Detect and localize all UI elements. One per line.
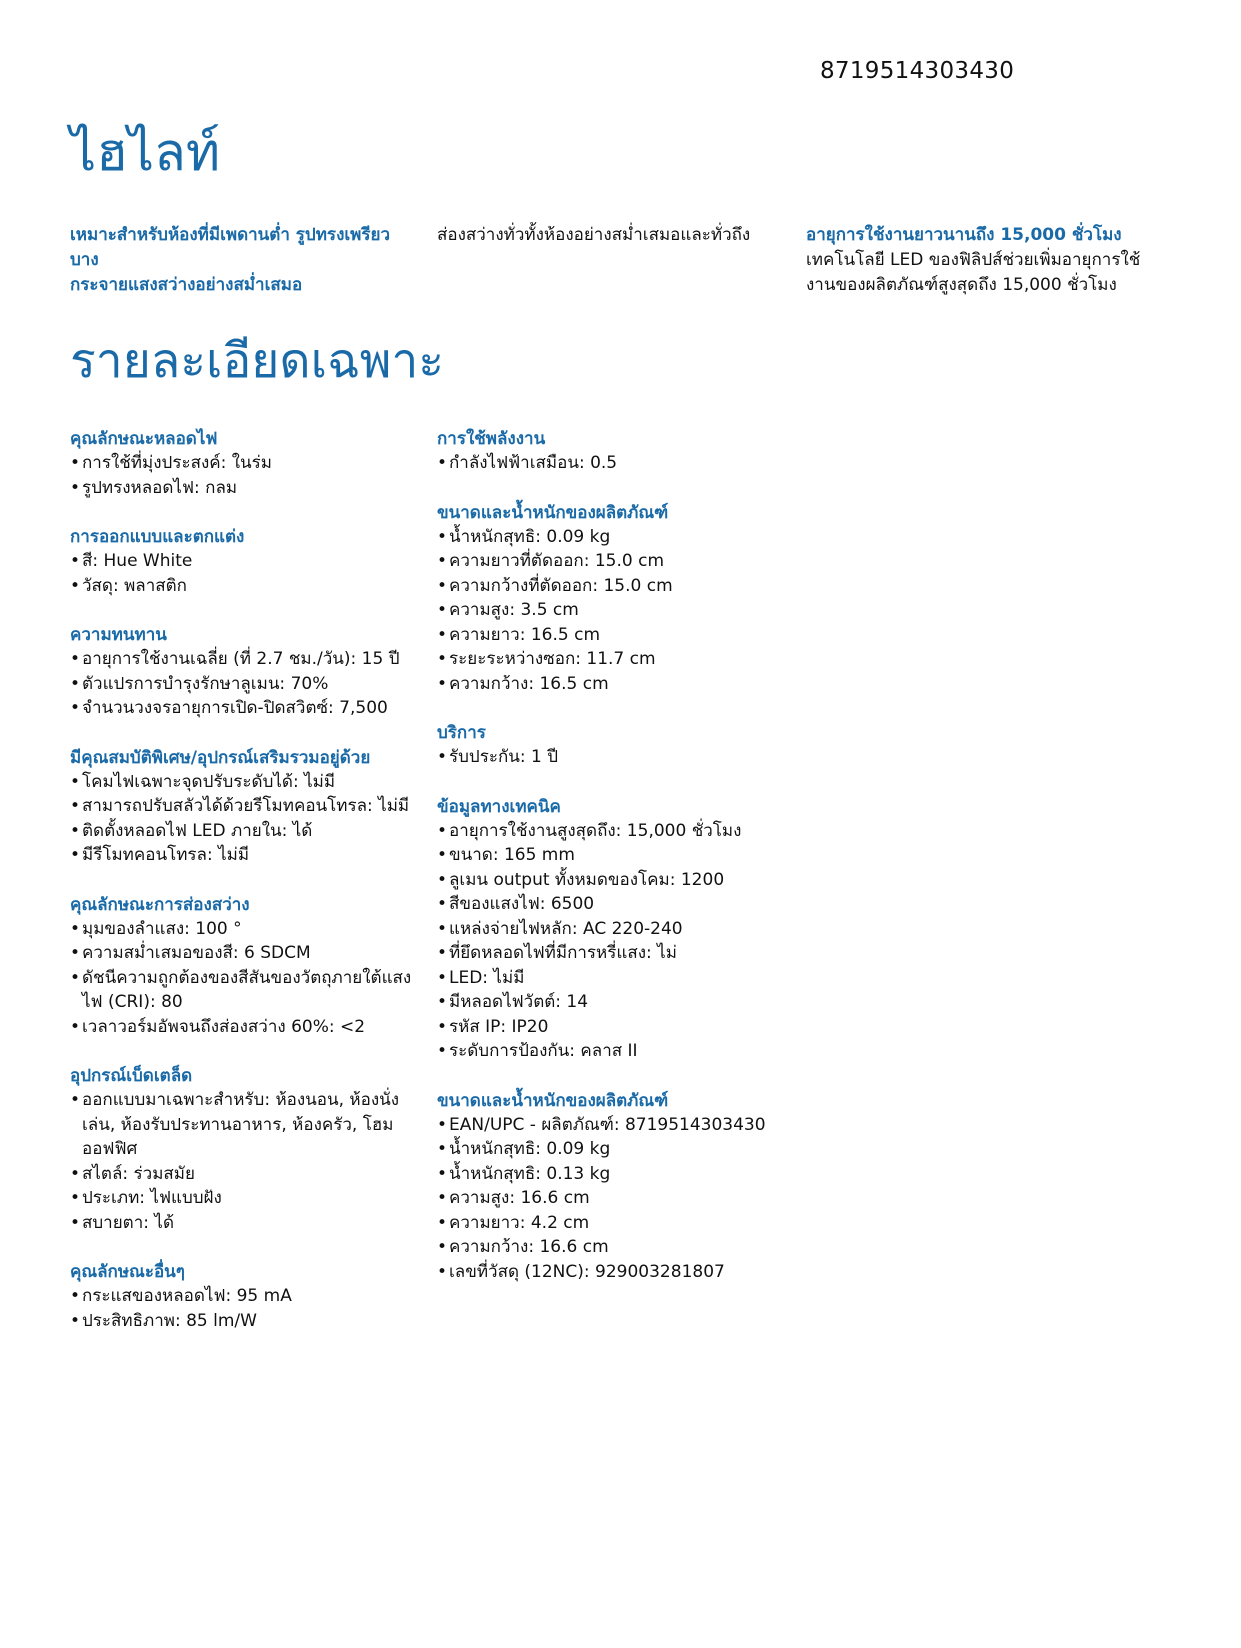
spec-item: • มุมของลำแสง: 100 ° xyxy=(70,917,430,942)
spec-item: • การใช้ที่มุ่งประสงค์: ในร่ม xyxy=(70,451,430,476)
spec-item: • วัสดุ: พลาสติก xyxy=(70,574,430,599)
spec-item: • น้ำหนักสุทธิ: 0.09 kg xyxy=(437,525,837,550)
spec-item: • ระดับการป้องกัน: คลาส II xyxy=(437,1039,837,1064)
spec-section-title: ความทนทาน xyxy=(70,625,167,645)
spec-section-title: อุปกรณ์เบ็ดเตล็ด xyxy=(70,1066,193,1086)
spec-list xyxy=(437,1113,837,1285)
spec-section xyxy=(70,525,430,598)
highlight-column-1 xyxy=(70,223,405,298)
spec-section xyxy=(437,721,837,770)
spec-item: • แหล่งจ่ายไฟหลัก: AC 220-240 xyxy=(437,917,837,942)
highlight-line-1: เหมาะสำหรับห้องที่มีเพดานต่ำ รูปทรงเพรียวบาง xyxy=(70,225,391,270)
spec-item: • น้ำหนักสุทธิ: 0.13 kg xyxy=(437,1162,837,1187)
spec-section xyxy=(437,427,837,476)
spec-item: • ความกว้าง: 16.6 cm xyxy=(437,1235,837,1260)
spec-item: • สไตล์: ร่วมสมัย xyxy=(70,1162,430,1187)
spec-section-title: ขนาดและน้ำหนักของผลิตภัณฑ์ xyxy=(437,1090,669,1111)
spec-section-title: ขนาดและน้ำหนักของผลิตภัณฑ์ xyxy=(437,502,669,523)
spec-list xyxy=(70,647,430,721)
spec-list xyxy=(437,451,837,476)
spec-item: • อายุการใช้งานเฉลี่ย (ที่ 2.7 ชม./วัน): 15 ปี xyxy=(70,647,430,672)
spec-section xyxy=(437,501,837,697)
highlight-column-2 xyxy=(437,223,777,248)
spec-item: • มีหลอดไฟวัตต์: 14 xyxy=(437,990,837,1015)
spec-section xyxy=(70,1260,430,1333)
spec-item: • ดัชนีความถูกต้องของสีสันของวัตถุภายใต้แสงไฟ (CRI): 80 xyxy=(70,966,430,1015)
spec-section xyxy=(70,1064,430,1235)
spec-item: • ความกว้าง: 16.5 cm xyxy=(437,672,837,697)
spec-list xyxy=(70,549,430,598)
spec-item: • รับประกัน: 1 ปี xyxy=(437,745,837,770)
spec-item: • ขนาด: 165 mm xyxy=(437,843,837,868)
spec-section-title: มีคุณสมบัติพิเศษ/อุปกรณ์เสริมรวมอยู่ด้วย xyxy=(70,747,371,768)
highlight-line-2: กระจายแสงสว่างอย่างสม่ำเสมอ xyxy=(70,275,303,295)
highlight-column-3 xyxy=(806,223,1166,298)
spec-section-title: บริการ xyxy=(437,723,486,743)
spec-section-title: การใช้พลังงาน xyxy=(437,429,546,449)
spec-item: • ความกว้างที่ตัดออก: 15.0 cm xyxy=(437,574,837,599)
spec-section-title: การออกแบบและตกแต่ง xyxy=(70,527,245,547)
spec-item: • กระแสของหลอดไฟ: 95 mA xyxy=(70,1284,430,1309)
spec-list xyxy=(70,1088,430,1235)
highlights-title: ไฮไลท์ xyxy=(70,123,221,183)
spec-list xyxy=(70,1284,430,1333)
spec-list xyxy=(70,451,430,500)
product-code: 8719514303430 xyxy=(820,58,1015,84)
spec-item: • ความยาว: 16.5 cm xyxy=(437,623,837,648)
specs-left-column xyxy=(70,427,430,1358)
spec-list xyxy=(437,819,837,1064)
specs-right-column xyxy=(437,427,837,1309)
spec-item: • เวลาวอร์มอัพจนถึงส่องสว่าง 60%: <2 xyxy=(70,1015,430,1040)
spec-item: • รูปทรงหลอดไฟ: กลม xyxy=(70,476,430,501)
spec-item: • ลูเมน output ทั้งหมดของโคม: 1200 xyxy=(437,868,837,893)
spec-item: • ระยะระหว่างซอก: 11.7 cm xyxy=(437,647,837,672)
spec-item: • ความยาว: 4.2 cm xyxy=(437,1211,837,1236)
spec-section xyxy=(70,893,430,1040)
spec-item: • ประสิทธิภาพ: 85 lm/W xyxy=(70,1309,430,1334)
highlight-lifetime-title: อายุการใช้งานยาวนานถึง 15,000 ชั่วโมง xyxy=(806,225,1122,245)
spec-list xyxy=(70,770,430,868)
spec-section xyxy=(437,1089,837,1285)
spec-item: • ประเภท: ไฟแบบฝัง xyxy=(70,1186,430,1211)
spec-item: • LED: ไม่มี xyxy=(437,966,837,991)
spec-item: • ความยาวที่ตัดออก: 15.0 cm xyxy=(437,549,837,574)
highlight-text: ส่องสว่างทั่วทั้งห้องอย่างสม่ำเสมอและทั่วถึง xyxy=(437,225,751,245)
spec-list xyxy=(437,745,837,770)
spec-item: • สีของแสงไฟ: 6500 xyxy=(437,892,837,917)
spec-item: • จำนวนวงจรอายุการเปิด-ปิดสวิตซ์: 7,500 xyxy=(70,696,430,721)
spec-section-title: คุณลักษณะหลอดไฟ xyxy=(70,429,218,449)
spec-item: • อายุการใช้งานสูงสุดถึง: 15,000 ชั่วโมง xyxy=(437,819,837,844)
spec-section xyxy=(70,427,430,500)
spec-item: • รหัส IP: IP20 xyxy=(437,1015,837,1040)
spec-section-title: คุณลักษณะการส่องสว่าง xyxy=(70,894,250,915)
spec-list xyxy=(437,525,837,697)
spec-item: • เลขที่วัสดุ (12NC): 929003281807 xyxy=(437,1260,837,1285)
spec-section-title: ข้อมูลทางเทคนิค xyxy=(437,796,561,817)
spec-item: • ความสูง: 16.6 cm xyxy=(437,1186,837,1211)
spec-item: • กำลังไฟฟ้าเสมือน: 0.5 xyxy=(437,451,837,476)
spec-item: • สี: Hue White xyxy=(70,549,430,574)
spec-item: • EAN/UPC - ผลิตภัณฑ์: 8719514303430 xyxy=(437,1113,837,1138)
spec-item: • สามารถปรับสลัวได้ด้วยรีโมทคอนโทรล: ไม่มี xyxy=(70,794,430,819)
specs-title: รายละเอียดเฉพาะ xyxy=(70,333,445,389)
spec-item: • น้ำหนักสุทธิ: 0.09 kg xyxy=(437,1137,837,1162)
spec-section xyxy=(70,746,430,868)
spec-item: • ที่ยึดหลอดไฟที่มีการหรี่แสง: ไม่ xyxy=(437,941,837,966)
spec-item: • ความสูง: 3.5 cm xyxy=(437,598,837,623)
spec-section xyxy=(70,623,430,721)
spec-item: • สบายตา: ได้ xyxy=(70,1211,430,1236)
spec-item: • ตัวแปรการบำรุงรักษาลูเมน: 70% xyxy=(70,672,430,697)
spec-item: • ความสม่ำเสมอของสี: 6 SDCM xyxy=(70,941,430,966)
spec-section xyxy=(437,795,837,1064)
spec-list xyxy=(70,917,430,1040)
highlight-lifetime-text: เทคโนโลยี LED ของฟิลิปส์ช่วยเพิ่มอายุการใช้งานของผลิตภัณฑ์สูงสุดถึง 15,000 ชั่วโมง xyxy=(806,250,1141,295)
spec-item: • ติดตั้งหลอดไฟ LED ภายใน: ได้ xyxy=(70,819,430,844)
spec-item: • ออกแบบมาเฉพาะสำหรับ: ห้องนอน, ห้องนั่งเล่น, ห้องรับประทานอาหาร, ห้องครัว, โฮมออฟฟิศ xyxy=(70,1088,430,1162)
spec-item: • โคมไฟเฉพาะจุดปรับระดับได้: ไม่มี xyxy=(70,770,430,795)
spec-section-title: คุณลักษณะอื่นๆ xyxy=(70,1262,185,1282)
spec-item: • มีรีโมทคอนโทรล: ไม่มี xyxy=(70,843,430,868)
